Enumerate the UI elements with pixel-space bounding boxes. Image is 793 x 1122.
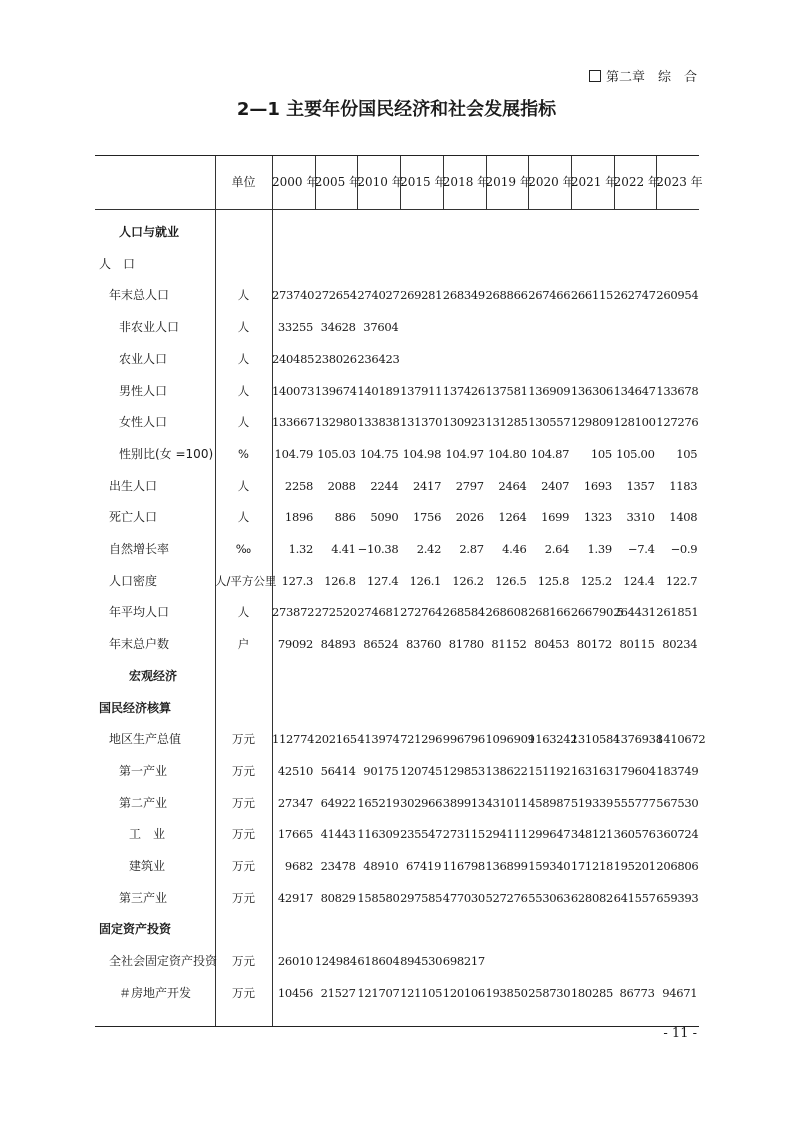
year-header-divider <box>357 156 358 209</box>
year-header-divider <box>614 156 615 209</box>
value-cell: 299647 <box>528 827 571 842</box>
section-label: 宏观经济 <box>129 668 178 683</box>
value-cell: 137911 <box>400 383 443 398</box>
row-label: 第二产业 <box>119 795 168 810</box>
value-cell: 458987 <box>528 795 571 810</box>
value-cell: 2407 <box>541 478 570 493</box>
value-cell: 130923 <box>442 415 485 430</box>
row-label: 年末总户数 <box>109 637 170 652</box>
value-cell: 151192 <box>528 763 571 778</box>
value-cell: 2464 <box>498 478 527 493</box>
unit-cell: 人 <box>237 383 250 398</box>
year-header-divider <box>486 156 487 209</box>
value-cell: 136899 <box>485 859 528 873</box>
unit-cell: % <box>238 446 249 461</box>
value-cell: 81152 <box>491 637 527 652</box>
table-row <box>95 502 699 534</box>
value-cell: 131370 <box>400 415 443 430</box>
value-cell: 269281 <box>400 288 443 303</box>
row-label: 年平均人口 <box>109 605 170 620</box>
value-cell: 180285 <box>570 985 613 1000</box>
unit-cell: 人 <box>237 351 250 366</box>
value-cell: 272764 <box>400 605 443 620</box>
value-cell: 268608 <box>485 605 528 620</box>
value-cell: 94671 <box>662 985 698 1000</box>
value-cell: 86773 <box>619 985 655 1000</box>
value-cell: 273740 <box>272 288 315 303</box>
value-cell: 121105 <box>400 985 443 1000</box>
value-cell: 37604 <box>363 320 399 335</box>
chapter-label: 第二章 综 合 <box>605 70 697 85</box>
value-cell: 136306 <box>570 383 613 398</box>
page-title: 2—1 主要年份国民经济和社会发展指标 <box>236 99 557 120</box>
value-cell: 128100 <box>613 415 656 430</box>
row-label: 全社会固定资产投资 <box>109 954 218 969</box>
unit-cell: 人 <box>237 605 250 620</box>
table-row <box>95 756 699 788</box>
value-cell: 90175 <box>363 763 399 778</box>
value-cell: 41443 <box>320 827 356 842</box>
row-label: 男性人口 <box>119 383 168 398</box>
value-cell: 26010 <box>277 954 313 969</box>
value-cell: 273115 <box>442 827 485 842</box>
year-header-divider <box>571 156 572 209</box>
value-cell: 996796 <box>442 732 485 747</box>
value-cell: 84893 <box>320 637 356 652</box>
value-cell: 1376938 <box>613 732 663 747</box>
table-row <box>95 280 699 312</box>
year-header-divider <box>656 156 657 209</box>
value-cell: 659393 <box>656 890 699 905</box>
unit-cell: 万元 <box>232 954 255 969</box>
value-cell: 267466 <box>528 288 571 303</box>
value-cell: 126.2 <box>452 573 484 588</box>
value-cell: 131285 <box>485 415 528 430</box>
unit-cell: 万元 <box>232 763 255 778</box>
year-column-header: 2021 年 <box>570 175 618 189</box>
year-column-header: 2023 年 <box>656 175 703 189</box>
value-cell: 86524 <box>363 637 399 652</box>
table-row <box>95 534 699 566</box>
value-cell: 48910 <box>363 859 399 873</box>
value-cell: 105.03 <box>317 446 356 461</box>
unit-cell: 人 <box>237 288 250 303</box>
year-header-divider <box>443 156 444 209</box>
value-cell: 2026 <box>455 510 484 525</box>
value-cell: 261851 <box>656 605 699 620</box>
value-cell: 104.97 <box>445 446 484 461</box>
unit-cell: 人 <box>237 478 250 493</box>
row-label: 农业人口 <box>119 351 168 366</box>
row-label: 建筑业 <box>129 859 166 873</box>
value-cell: 1183 <box>669 478 698 493</box>
value-cell: 274681 <box>357 605 400 620</box>
value-cell: 129853 <box>442 763 485 778</box>
table-row <box>95 883 699 915</box>
value-cell: 527276 <box>485 890 528 905</box>
value-cell: 302966 <box>400 795 443 810</box>
value-cell: 133678 <box>656 383 699 398</box>
value-cell: 122.7 <box>665 573 698 588</box>
value-cell: 268866 <box>485 288 528 303</box>
value-cell: 171218 <box>570 859 613 873</box>
row-label: 非农业人口 <box>119 320 180 335</box>
value-cell: 195201 <box>613 859 656 873</box>
chapter-header <box>589 66 697 85</box>
value-cell: 116309 <box>357 827 400 842</box>
header-divider <box>95 209 699 210</box>
value-cell: 134647 <box>613 383 656 398</box>
unit-cell: 人/平方公里 <box>215 573 277 588</box>
value-cell: 163163 <box>570 763 613 778</box>
value-cell: 138622 <box>485 763 528 778</box>
value-cell: 125.2 <box>580 573 612 588</box>
value-cell: 260954 <box>656 288 699 303</box>
value-cell: 124.4 <box>623 573 655 588</box>
value-cell: 56414 <box>320 763 356 778</box>
value-cell: 67419 <box>406 859 442 873</box>
row-label: 死亡人口 <box>109 510 158 525</box>
year-column-header: 2022 年 <box>613 175 660 189</box>
row-label: 人口密度 <box>109 573 158 588</box>
value-cell: 137426 <box>442 383 485 398</box>
value-cell: −7.4 <box>627 542 655 556</box>
table-row <box>95 312 699 344</box>
value-cell: 274027 <box>357 288 400 303</box>
value-cell: 81780 <box>448 637 484 652</box>
value-cell: 159340 <box>528 859 571 873</box>
value-cell: 2258 <box>284 478 313 493</box>
value-cell: 104.75 <box>359 446 399 461</box>
unit-cell: 户 <box>237 637 250 652</box>
unit-cell: 万元 <box>232 732 255 747</box>
table-row <box>95 978 699 1010</box>
table-row <box>95 217 699 249</box>
row-label: 地区生产总值 <box>109 732 182 747</box>
row-label: 自然增长率 <box>109 542 170 556</box>
value-cell: 127.4 <box>366 573 399 588</box>
page-number: - 11 - <box>663 1026 697 1041</box>
table-row <box>95 851 699 883</box>
value-cell: 80234 <box>662 637 698 652</box>
value-cell: 125.8 <box>537 573 570 588</box>
value-cell: 294111 <box>485 827 528 842</box>
value-cell: 236423 <box>357 351 400 366</box>
year-column-header: 2019 年 <box>485 175 532 189</box>
value-cell: 268584 <box>442 605 485 620</box>
value-cell: 1163242 <box>528 732 578 747</box>
value-cell: 129809 <box>570 415 613 430</box>
value-cell: 628082 <box>570 890 613 905</box>
unit-cell: 万元 <box>232 795 255 810</box>
value-cell: 42917 <box>277 890 313 905</box>
value-cell: 2797 <box>455 478 484 493</box>
year-header-divider <box>528 156 529 209</box>
row-label: 第三产业 <box>119 890 168 905</box>
table-row <box>95 788 699 820</box>
section-label: 固定资产投资 <box>99 922 172 937</box>
value-cell: 133667 <box>272 415 315 430</box>
value-cell: 158580 <box>357 890 400 905</box>
value-cell: 64922 <box>320 795 356 810</box>
value-cell: 105.00 <box>616 446 655 461</box>
year-header-divider <box>400 156 401 209</box>
unit-cell: 万元 <box>232 985 255 1000</box>
table-row <box>95 946 699 978</box>
value-cell: 140073 <box>272 383 315 398</box>
table-row <box>95 344 699 376</box>
value-cell: 348121 <box>570 827 613 842</box>
value-cell: 183749 <box>656 763 699 778</box>
year-column-header: 2015 年 <box>400 175 447 189</box>
value-cell: 79092 <box>277 637 313 652</box>
row-label: 女性人口 <box>119 415 168 430</box>
unit-column-header: 单位 <box>231 175 256 189</box>
unit-cell: 万元 <box>232 890 255 905</box>
value-cell: 83760 <box>406 637 442 652</box>
value-cell: 104.98 <box>402 446 442 461</box>
value-cell: 477030 <box>442 890 485 905</box>
value-cell: 258730 <box>528 985 571 1000</box>
value-cell: 42510 <box>277 763 313 778</box>
value-cell: 721296 <box>400 732 443 747</box>
unit-cell: 万元 <box>232 859 255 873</box>
value-cell: 389913 <box>442 795 485 810</box>
value-cell: 1756 <box>413 510 442 525</box>
value-cell: 127.3 <box>281 573 313 588</box>
year-column-header: 2010 年 <box>357 175 404 189</box>
value-cell: 1310584 <box>570 732 621 747</box>
value-cell: 80115 <box>619 637 655 652</box>
value-cell: 137581 <box>485 383 528 398</box>
value-cell: 132980 <box>314 415 357 430</box>
value-cell: 413974 <box>357 732 400 747</box>
value-cell: 2244 <box>370 478 399 493</box>
value-cell: 5090 <box>370 510 399 525</box>
value-cell: 553063 <box>528 890 571 905</box>
value-cell: 431011 <box>485 795 528 810</box>
value-cell: 116798 <box>442 859 485 873</box>
table-row <box>95 376 699 408</box>
value-cell: 273872 <box>272 605 315 620</box>
value-cell: 120745 <box>400 763 443 778</box>
value-cell: 2.42 <box>416 542 442 556</box>
value-cell: 34628 <box>320 320 356 335</box>
table-row <box>95 693 699 725</box>
value-cell: 133838 <box>357 415 400 430</box>
value-cell: 80172 <box>576 637 612 652</box>
value-cell: 1264 <box>498 510 527 525</box>
value-cell: 618604 <box>357 954 400 969</box>
value-cell: 2.64 <box>544 542 570 556</box>
year-header-divider <box>315 156 316 209</box>
table-row <box>95 724 706 756</box>
year-column-header: 2018 年 <box>442 175 490 189</box>
table-row <box>95 819 699 851</box>
row-label: 年末总人口 <box>109 288 170 303</box>
row-label: ＃房地产开发 <box>119 985 192 1000</box>
value-cell: 1896 <box>284 510 313 525</box>
row-label: 出生人口 <box>109 478 158 493</box>
table-row <box>95 566 699 598</box>
value-cell: 1408 <box>669 510 698 525</box>
row-label: 人 口 <box>99 256 136 271</box>
value-cell: 179604 <box>613 763 656 778</box>
value-cell: 17665 <box>277 827 313 842</box>
value-cell: 80829 <box>320 890 356 905</box>
value-cell: 9682 <box>284 859 313 873</box>
value-cell: 27347 <box>277 795 313 810</box>
table-row <box>95 249 699 281</box>
value-cell: 130557 <box>528 415 571 430</box>
section-label: 国民经济核算 <box>99 700 172 715</box>
value-cell: 121707 <box>357 985 400 1000</box>
unit-cell: 人 <box>237 510 250 525</box>
value-cell: 1693 <box>583 478 612 493</box>
value-cell: −0.9 <box>670 542 698 556</box>
value-cell: 193850 <box>485 985 528 1000</box>
value-cell: 112774 <box>272 732 315 747</box>
value-cell: 262747 <box>613 288 656 303</box>
value-cell: 272654 <box>314 288 357 303</box>
row-label: 工 业 <box>129 827 166 842</box>
value-cell: 23478 <box>320 859 356 873</box>
value-cell: 120106 <box>442 985 485 1000</box>
value-cell: 886 <box>334 510 356 525</box>
year-column-header: 2005 年 <box>314 175 362 189</box>
value-cell: 264431 <box>613 605 656 620</box>
value-cell: 126.5 <box>495 573 527 588</box>
value-cell: 272520 <box>314 605 357 620</box>
value-cell: 2417 <box>413 478 442 493</box>
table-row <box>95 439 699 471</box>
value-cell: 139674 <box>314 383 357 398</box>
value-cell: 235547 <box>400 827 443 842</box>
unit-cell: ‰ <box>235 542 252 556</box>
value-cell: 21527 <box>320 985 356 1000</box>
unit-cell: 人 <box>237 415 250 430</box>
unit-cell: 万元 <box>232 827 255 842</box>
table-row <box>95 597 699 629</box>
value-cell: 1.32 <box>288 542 313 556</box>
value-cell: 360576 <box>613 827 656 842</box>
value-cell: 124984 <box>314 954 357 969</box>
value-cell: 126.8 <box>324 573 356 588</box>
value-cell: 555777 <box>613 795 656 810</box>
table-row <box>95 471 699 503</box>
value-cell: 1.39 <box>587 542 612 556</box>
value-cell: 105 <box>590 446 612 461</box>
value-cell: 104.80 <box>488 446 527 461</box>
section-label: 人口与就业 <box>119 225 180 239</box>
value-cell: 3310 <box>626 510 655 525</box>
value-cell: 104.79 <box>274 446 313 461</box>
value-cell: 140189 <box>357 383 400 398</box>
value-cell: 126.1 <box>409 573 442 588</box>
value-cell: 1410672 <box>656 732 706 747</box>
value-cell: 4.41 <box>331 542 356 556</box>
value-cell: 266115 <box>570 288 613 303</box>
table-row <box>95 661 699 693</box>
value-cell: 10456 <box>277 985 313 1000</box>
square-icon <box>589 70 601 82</box>
value-cell: 266790.5 <box>570 605 624 620</box>
value-cell: 202165 <box>314 732 357 747</box>
value-cell: 641557 <box>613 890 656 905</box>
value-cell: 360724 <box>656 827 699 842</box>
value-cell: 238026 <box>314 351 357 366</box>
value-cell: 519339 <box>570 795 613 810</box>
value-cell: 297585 <box>400 890 443 905</box>
row-label: 性别比(女 =100) <box>119 446 214 461</box>
value-cell: 698217 <box>442 954 485 969</box>
table-row <box>95 407 699 439</box>
row-label: 第一产业 <box>119 763 168 778</box>
indicator-table <box>95 155 706 1027</box>
value-cell: 4.46 <box>502 542 527 556</box>
year-column-header: 2020 年 <box>528 175 575 189</box>
value-cell: 104.87 <box>530 446 570 461</box>
value-cell: 1323 <box>583 510 612 525</box>
value-cell: 268349 <box>442 288 485 303</box>
year-column-header: 2000 年 <box>272 175 319 189</box>
value-cell: 2.87 <box>459 542 484 556</box>
unit-cell: 人 <box>237 320 250 335</box>
value-cell: 127276 <box>656 415 699 430</box>
value-cell: 136909 <box>528 383 571 398</box>
value-cell: 206806 <box>656 859 699 873</box>
value-cell: 80453 <box>534 637 570 652</box>
value-cell: 1357 <box>626 478 655 493</box>
value-cell: −10.38 <box>357 542 399 556</box>
value-cell: 567530 <box>656 795 699 810</box>
value-cell: 33255 <box>277 320 313 335</box>
value-cell: 268166 <box>528 605 571 620</box>
value-cell: 2088 <box>327 478 356 493</box>
value-cell: 240485 <box>272 351 315 366</box>
table-row <box>95 914 699 946</box>
value-cell: 1699 <box>541 510 570 525</box>
value-cell: 1096909 <box>485 732 535 747</box>
value-cell: 894530 <box>400 954 443 969</box>
value-cell: 165219 <box>357 795 400 810</box>
value-cell: 105 <box>676 446 698 461</box>
table-row <box>95 629 699 661</box>
